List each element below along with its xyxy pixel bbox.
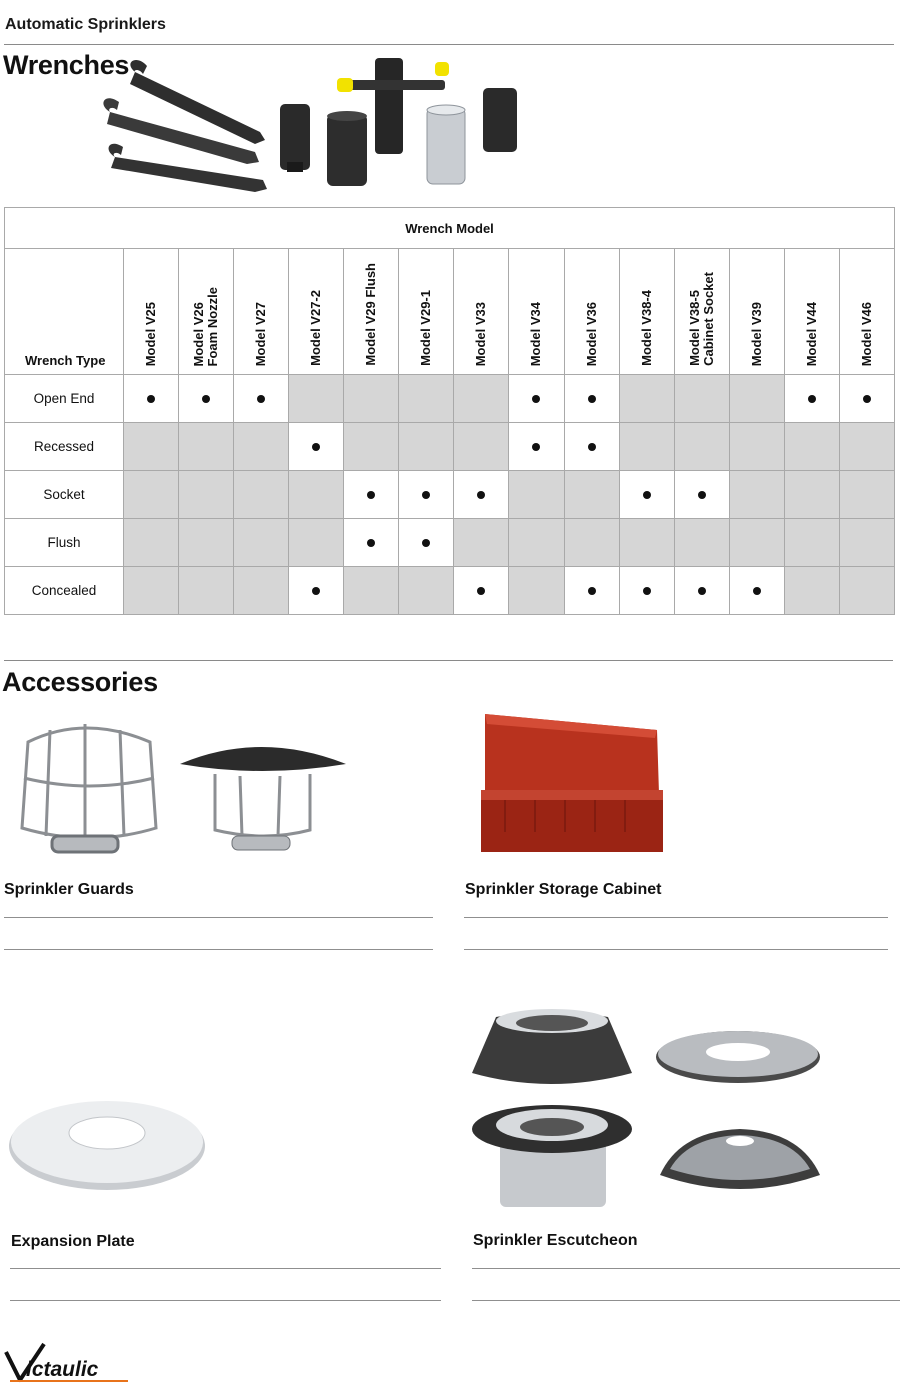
model-label: Model V39 xyxy=(748,301,764,366)
compatibility-cell-empty xyxy=(344,375,399,423)
compatibility-cell-checked xyxy=(289,567,344,615)
accessory-line xyxy=(4,917,433,918)
compatibility-dot-icon xyxy=(643,491,651,499)
compatibility-cell-empty xyxy=(839,567,894,615)
compatibility-cell-empty xyxy=(234,567,289,615)
compatibility-dot-icon xyxy=(532,395,540,403)
compatibility-dot-icon xyxy=(698,491,706,499)
compatibility-cell-checked xyxy=(564,375,619,423)
compatibility-cell-checked xyxy=(399,471,454,519)
compatibility-cell-empty xyxy=(729,471,784,519)
compatibility-cell-empty xyxy=(124,423,179,471)
compatibility-cell-checked xyxy=(454,471,509,519)
expansion-plate-icon xyxy=(9,1101,205,1190)
compatibility-cell-empty xyxy=(564,519,619,567)
compatibility-cell-empty xyxy=(124,519,179,567)
table-row xyxy=(5,423,895,471)
escutcheon-icon xyxy=(472,1105,632,1207)
compatibility-dot-icon xyxy=(312,443,320,451)
compatibility-cell-checked xyxy=(674,471,729,519)
compatibility-dot-icon xyxy=(257,395,265,403)
model-header xyxy=(344,249,399,375)
table-caption: Wrench Model xyxy=(5,208,895,249)
model-label: Model V27 xyxy=(253,301,269,366)
compatibility-cell-checked xyxy=(509,375,564,423)
model-label: Model V33 xyxy=(473,301,489,366)
model-header xyxy=(124,249,179,375)
storage-cabinet-photo xyxy=(475,712,665,862)
model-header xyxy=(509,249,564,375)
compatibility-dot-icon xyxy=(532,443,540,451)
table-row xyxy=(5,519,895,567)
compatibility-dot-icon xyxy=(147,395,155,403)
compatibility-cell-checked xyxy=(234,375,289,423)
header-divider xyxy=(4,44,894,45)
model-label: Model V38-5 Cabinet Socket xyxy=(686,272,716,366)
accessory-label-escutcheon: Sprinkler Escutcheon xyxy=(473,1232,638,1249)
compatibility-cell-empty xyxy=(509,471,564,519)
accessory-label-sprinkler-guards: Sprinkler Guards xyxy=(4,881,134,898)
compatibility-cell-empty xyxy=(784,471,839,519)
expansion-plate-photo xyxy=(8,1098,208,1190)
model-header xyxy=(839,249,894,375)
model-label: Model V38-4 xyxy=(638,290,654,366)
wrench-type-header: Wrench Type xyxy=(5,249,124,375)
compatibility-cell-empty xyxy=(289,375,344,423)
compatibility-cell-empty xyxy=(674,519,729,567)
compatibility-cell-checked xyxy=(619,471,674,519)
sprinkler-guard-icon xyxy=(22,724,156,852)
compatibility-cell-empty xyxy=(454,519,509,567)
compatibility-dot-icon xyxy=(367,491,375,499)
accessory-line xyxy=(4,949,433,950)
compatibility-cell-checked xyxy=(344,471,399,519)
victaulic-logo-mark xyxy=(4,1340,134,1384)
compatibility-cell-checked xyxy=(399,519,454,567)
compatibility-cell-checked xyxy=(839,375,894,423)
storage-cabinet-icon xyxy=(481,714,663,852)
compatibility-cell-empty xyxy=(839,423,894,471)
wrenches-title: Wrenches xyxy=(3,50,130,80)
compatibility-cell-empty xyxy=(784,567,839,615)
compatibility-dot-icon xyxy=(588,443,596,451)
compatibility-dot-icon xyxy=(477,587,485,595)
compatibility-cell-empty xyxy=(619,519,674,567)
compatibility-cell-empty xyxy=(454,375,509,423)
compatibility-cell-empty xyxy=(344,423,399,471)
table-row xyxy=(5,567,895,615)
compatibility-cell-empty xyxy=(729,375,784,423)
compatibility-cell-empty xyxy=(344,567,399,615)
socket-wrench-icon xyxy=(280,104,310,172)
compatibility-cell-empty xyxy=(234,471,289,519)
model-label: Model V27-2 xyxy=(308,290,324,366)
compatibility-cell-empty xyxy=(619,375,674,423)
compatibility-cell-empty xyxy=(564,471,619,519)
compatibility-dot-icon xyxy=(808,395,816,403)
sprinkler-guard-icon xyxy=(180,747,346,850)
model-header xyxy=(729,249,784,375)
wrenches-photo xyxy=(95,52,535,197)
compatibility-cell-checked xyxy=(564,567,619,615)
compatibility-cell-empty xyxy=(509,567,564,615)
escutcheon-icon xyxy=(660,1129,820,1189)
compatibility-dot-icon xyxy=(477,491,485,499)
compatibility-cell-empty xyxy=(399,567,454,615)
accessory-label-storage-cabinet: Sprinkler Storage Cabinet xyxy=(465,881,662,898)
wrench-type-label: Flush xyxy=(5,519,124,567)
sprinkler-escutcheon-photo xyxy=(470,1005,825,1210)
compatibility-cell-empty xyxy=(729,519,784,567)
accessory-line xyxy=(464,949,888,950)
compatibility-dot-icon xyxy=(863,395,871,403)
model-header xyxy=(674,249,729,375)
compatibility-cell-empty xyxy=(454,423,509,471)
compatibility-cell-checked xyxy=(179,375,234,423)
escutcheon-icon xyxy=(472,1009,632,1084)
socket-wrench-icon xyxy=(483,88,517,152)
model-header xyxy=(234,249,289,375)
compatibility-cell-empty xyxy=(784,519,839,567)
model-header xyxy=(784,249,839,375)
wrench-type-label: Open End xyxy=(5,375,124,423)
compatibility-dot-icon xyxy=(202,395,210,403)
victaulic-logo xyxy=(4,1340,134,1389)
model-label: Model V25 xyxy=(143,301,159,366)
model-header xyxy=(619,249,674,375)
model-label: Model V26 Foam Nozzle xyxy=(191,286,221,366)
compatibility-dot-icon xyxy=(422,539,430,547)
compatibility-cell-empty xyxy=(619,423,674,471)
compatibility-dot-icon xyxy=(588,587,596,595)
wrench-type-label: Socket xyxy=(5,471,124,519)
compatibility-cell-checked xyxy=(509,423,564,471)
compatibility-dot-icon xyxy=(367,539,375,547)
compatibility-cell-checked xyxy=(674,567,729,615)
compatibility-cell-checked xyxy=(564,423,619,471)
compatibility-cell-empty xyxy=(124,567,179,615)
compatibility-cell-empty xyxy=(674,423,729,471)
compatibility-cell-empty xyxy=(179,567,234,615)
victaulic-logo-text: ictaulic xyxy=(26,1358,99,1381)
compatibility-dot-icon xyxy=(588,395,596,403)
compatibility-dot-icon xyxy=(312,587,320,595)
accessory-line xyxy=(464,917,888,918)
compatibility-cell-empty xyxy=(124,471,179,519)
accessories-divider xyxy=(4,660,893,661)
model-label: Model V44 xyxy=(803,301,819,366)
compatibility-cell-empty xyxy=(234,423,289,471)
wrench-type-label: Recessed xyxy=(5,423,124,471)
model-label: Model V29-1 xyxy=(418,290,434,366)
accessory-line xyxy=(10,1268,441,1269)
accessory-line xyxy=(472,1300,900,1301)
compatibility-cell-empty xyxy=(729,423,784,471)
document-header-title: Automatic Sprinklers xyxy=(5,16,166,33)
compatibility-cell-checked xyxy=(344,519,399,567)
model-label: Model V36 xyxy=(583,301,599,366)
escutcheon-icon xyxy=(656,1031,820,1083)
table-row xyxy=(5,471,895,519)
model-label: Model V34 xyxy=(528,301,544,366)
compatibility-dot-icon xyxy=(753,587,761,595)
compatibility-cell-checked xyxy=(784,375,839,423)
compatibility-cell-empty xyxy=(234,519,289,567)
compatibility-cell-empty xyxy=(509,519,564,567)
model-header xyxy=(179,249,234,375)
sprinkler-guards-photo xyxy=(10,718,350,868)
accessories-title: Accessories xyxy=(2,667,158,697)
compatibility-cell-checked xyxy=(289,423,344,471)
compatibility-cell-empty xyxy=(674,375,729,423)
compatibility-dot-icon xyxy=(422,491,430,499)
compatibility-cell-checked xyxy=(619,567,674,615)
compatibility-cell-empty xyxy=(839,519,894,567)
compatibility-cell-empty xyxy=(179,423,234,471)
compatibility-cell-empty xyxy=(399,375,454,423)
model-header xyxy=(289,249,344,375)
compatibility-cell-empty xyxy=(179,471,234,519)
compatibility-cell-checked xyxy=(124,375,179,423)
compatibility-cell-empty xyxy=(289,471,344,519)
compatibility-cell-empty xyxy=(289,519,344,567)
accessory-label-expansion-plate: Expansion Plate xyxy=(11,1233,135,1250)
model-label: Model V46 xyxy=(858,301,874,366)
compatibility-dot-icon xyxy=(643,587,651,595)
socket-wrench-icon xyxy=(327,111,367,186)
compatibility-cell-empty xyxy=(179,519,234,567)
compatibility-cell-checked xyxy=(454,567,509,615)
wrench-type-label: Concealed xyxy=(5,567,124,615)
compatibility-dot-icon xyxy=(698,587,706,595)
model-header xyxy=(399,249,454,375)
compatibility-cell-checked xyxy=(729,567,784,615)
compatibility-cell-empty xyxy=(784,423,839,471)
model-label: Model V29 Flush xyxy=(363,263,379,366)
compatibility-cell-empty xyxy=(839,471,894,519)
accessory-line xyxy=(10,1300,441,1301)
accessory-line xyxy=(472,1268,900,1269)
socket-wrench-icon xyxy=(427,105,465,184)
model-header xyxy=(454,249,509,375)
model-header xyxy=(564,249,619,375)
table-row xyxy=(5,375,895,423)
compatibility-cell-empty xyxy=(399,423,454,471)
wrench-model-table xyxy=(4,207,895,615)
